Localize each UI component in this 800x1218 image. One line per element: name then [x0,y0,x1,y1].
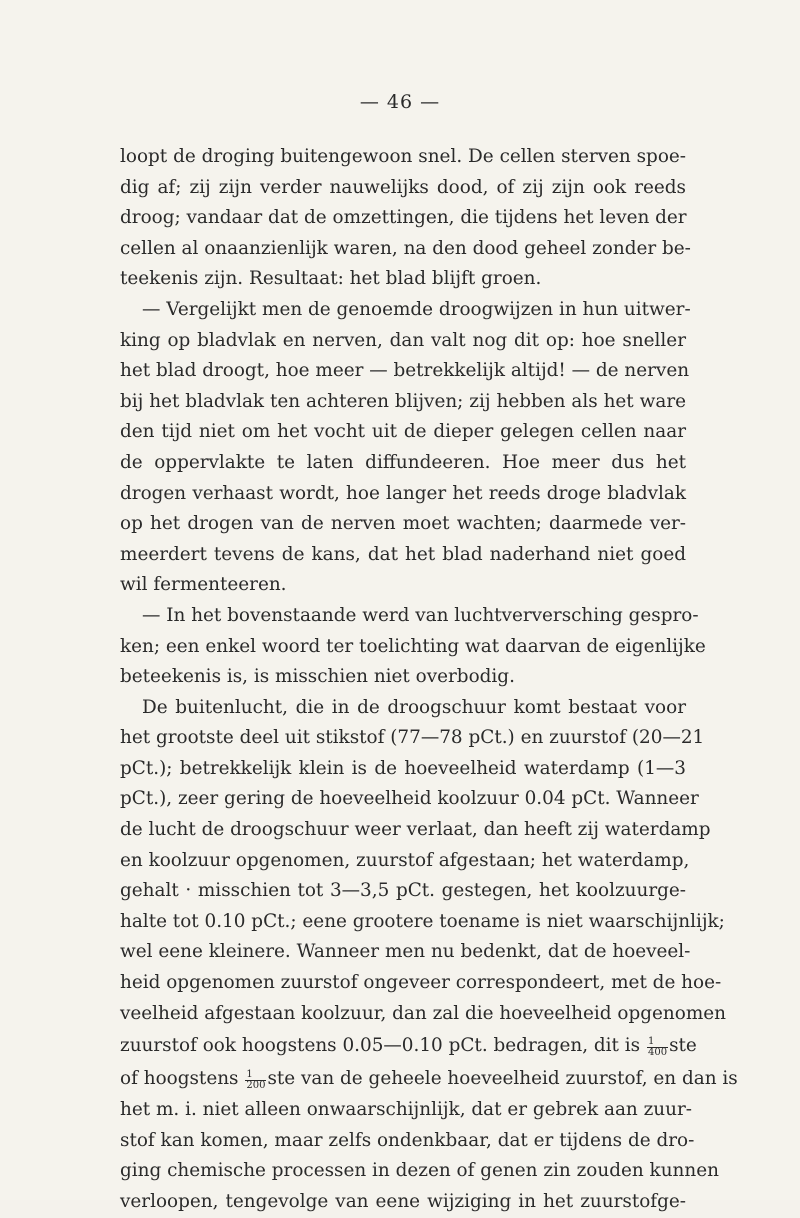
text-line: pCt.); betrekkelijk klein is de hoeveelheid waterdamp (1—3 [120,757,686,779]
text-line-with-fraction [120,1029,697,1062]
text-line: king op bladvlak en nerven, dan valt nog dit op: hoe sneller [120,329,686,351]
fraction-denominator: 400 [647,1046,668,1058]
text-line: stof kan komen, maar zelfs ondenkbaar, dat er tijdens de dro- [120,1129,695,1151]
text-line: het grootste deel uit stikstof (77—78 pCt.) en zuurstof (20—21 [120,727,705,749]
text-segment: ste van de geheele hoeveelheid zuurstof, en dan is [267,1068,738,1090]
text-line: het blad droogt, hoe meer — betrekkelijk altijd! — de nerven [120,360,690,382]
text-line: beteekenis is, is misschien niet overbodig. [120,666,515,688]
fraction [245,1070,266,1091]
text-segment: zuurstof ook hoogstens 0.05—0.10 pCt. bedragen, dit is [120,1035,641,1057]
text-line: wil fermenteeren. [120,574,287,596]
text-line: den tijd niet om het vocht uit de dieper gelegen cellen naar [120,421,686,443]
text-line: heid opgenomen zuurstof ongeveer correspondeert, met de hoe- [120,972,722,994]
text-line: teekenis zijn. Resultaat: het blad blijft groen. [120,268,542,290]
text-segment: of hoogstens [120,1068,239,1090]
text-line: en koolzuur opgenomen, zuurstof afgestaan; het waterdamp, [120,849,690,871]
fraction-numerator: 1 [245,1070,266,1081]
text-line: het m. i. niet alleen onwaarschijnlijk, dat er gebrek aan zuur- [120,1099,692,1121]
fraction [647,1037,668,1058]
body-text [120,142,738,1218]
text-line: — Vergelijkt men de genoemde droogwijzen in hun uitwer- [142,298,691,320]
text-line: de lucht de droogschuur weer verlaat, dan heeft zij waterdamp [120,819,711,841]
text-line: de oppervlakte te laten diffundeeren. Hoe meer dus het [120,451,686,473]
page-number: — 46 — [359,91,441,113]
text-line: — In het bovenstaande werd van luchtverversching gespro- [142,604,699,626]
text-line: cellen al onaanzienlijk waren, na den dood geheel zonder be- [120,237,691,259]
text-line: wel eene kleinere. Wanneer men nu bedenkt, dat de hoeveel- [120,941,691,963]
text-line: meerdert tevens de kans, dat het blad naderhand niet goed [120,543,686,565]
text-line: drogen verhaast wordt, hoe langer het reeds droge bladvlak [120,482,686,504]
text-segment: ste [669,1035,697,1057]
text-line: ken; een enkel woord ter toelichting wat daarvan de eigenlijke [120,635,706,657]
text-line: verloopen, tengevolge van eene wijziging in het zuurstofge- [120,1191,686,1212]
text-line: loopt de droging buitengewoon snel. De cellen sterven spoe- [120,146,686,167]
text-line: halte tot 0.10 pCt.; eene grootere toename is niet waarschijnlijk; [120,910,725,932]
text-line: gehalt · misschien tot 3—3,5 pCt. gestegen, het koolzuurge- [120,880,686,902]
text-line: dig af; zij zijn verder nauwelijks dood, of zij zijn ook reeds [120,176,686,198]
text-line: ging chemische processen in dezen of genen zin zouden kunnen [120,1160,719,1182]
fraction-denominator: 200 [246,1079,266,1091]
fraction-numerator: 1 [647,1037,668,1048]
text-line: pCt.), zeer gering de hoeveelheid koolzuur 0.04 pCt. Wanneer [120,788,699,810]
text-line: De buitenlucht, die in de droogschuur komt bestaat voor [142,696,686,718]
text-line: op het drogen van de nerven moet wachten; daarmede ver- [120,513,686,535]
text-line: bij het bladvlak ten achteren blijven; zij hebben als het ware [120,390,686,412]
text-line: veelheid afgestaan koolzuur, dan zal die hoeveelheid opgenomen [120,1002,726,1024]
text-line: droog; vandaar dat de omzettingen, die tijdens het leven der [120,207,687,229]
text-line-with-fraction [120,1062,738,1095]
